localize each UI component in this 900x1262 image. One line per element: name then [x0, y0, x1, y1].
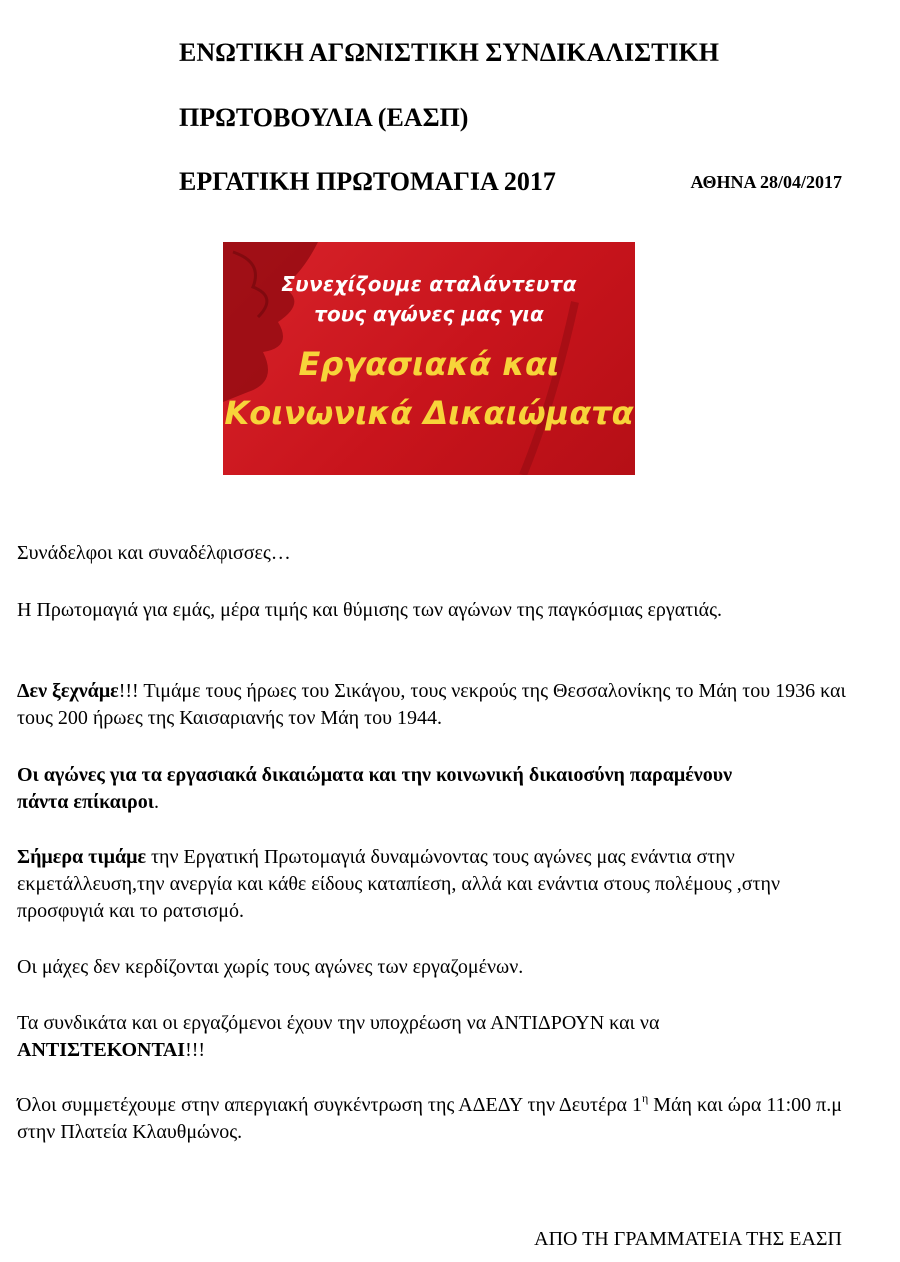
banner-line-3: Εργασιακά και — [298, 345, 560, 383]
paragraph-6-end: !!! — [185, 1039, 206, 1061]
banner-line-2: τους αγώνες μας για — [314, 302, 544, 326]
paragraph-7 — [17, 1092, 842, 1146]
paragraph-2-text: !!! Τιμάμε τους ήρωες του Σικάγου, τους νεκρούς της Θεσσαλονίκης το Μάη του 1936 και τους 200 ήρωες της Καισαριανής τον Μάη του 1944. — [17, 680, 846, 729]
event-title: ΕΡΓΑΤΙΚΗ ΠΡΩΤΟΜΑΓΙΑ 2017 — [179, 167, 556, 196]
paragraph-1: Η Πρωτομαγιά για εμάς, μέρα τιμής και θύμισης των αγώνων της παγκόσμιας εργατιάς. — [17, 599, 723, 621]
ordinal-superscript: η — [641, 1091, 649, 1105]
paragraph-4-text: την Εργατική Πρωτομαγιά δυναμώνοντας τους αγώνες μας ενάντια στην εκμετάλλευση,την ανεργία και κάθε είδους καταπίεση, αλλά και ενάντια στους πολέμους ,στην προσφυγιά και το ρατσισμό. — [17, 846, 781, 922]
paragraph-4 — [17, 844, 842, 925]
paragraph-5: Οι μάχες δεν κερδίζονται χωρίς τους αγώνες των εργαζομένων. — [17, 956, 524, 978]
paragraph-3-text: . — [153, 791, 159, 813]
paragraph-3 — [17, 762, 777, 816]
signature-line: ΑΠΟ ΤΗ ΓΡΑΜΜΑΤΕΙΑ ΤΗΣ ΕΑΣΠ — [534, 1228, 842, 1250]
banner-line-1: Συνεχίζουμε αταλάντευτα — [281, 272, 577, 296]
paragraph-2 — [17, 678, 847, 732]
greeting: Συνάδελφοι και συναδέλφισσες… — [17, 542, 291, 564]
org-title-line2: ΠΡΩΤΟΒΟΥΛΙΑ (ΕΑΣΠ) — [179, 103, 469, 132]
paragraph-6 — [17, 1010, 827, 1064]
paragraph-6-bold: ΑΝΤΙΣΤΕΚΟΝΤΑΙ — [17, 1039, 186, 1061]
paragraph-7-end: Μάη και ώρα 11:00 π.μ στην Πλατεία Κλαυθμώνος. — [17, 1094, 842, 1143]
org-title-line1: ΕΝΩΤΙΚΗ ΑΓΩΝΙΣΤΙΚΗ ΣΥΝΔΙΚΑΛΙΣΤΙΚΗ — [179, 38, 719, 67]
banner-line-4: Κοινωνικά Δικαιώματα — [224, 394, 634, 432]
paragraph-6-text: Τα συνδικάτα και οι εργαζόμενοι έχουν την υποχρέωση να ΑΝΤΙΔΡΟΥΝ και να — [17, 1012, 660, 1034]
banner-image — [223, 242, 635, 475]
paragraph-4-bold: Σήμερα τιμάμε — [17, 846, 146, 868]
date-line: ΑΘΗΝΑ 28/04/2017 — [690, 172, 842, 192]
paragraph-2-bold: Δεν ξεχνάμε — [17, 680, 119, 702]
paragraph-3-bold: Οι αγώνες για τα εργασιακά δικαιώματα και την κοινωνική δικαιοσύνη παραμένουν πάντα επίκαιροι — [17, 764, 733, 813]
paragraph-7-text: Όλοι συμμετέχουμε στην απεργιακή συγκέντρωση της ΑΔΕΔΥ την Δευτέρα 1 — [17, 1094, 642, 1116]
